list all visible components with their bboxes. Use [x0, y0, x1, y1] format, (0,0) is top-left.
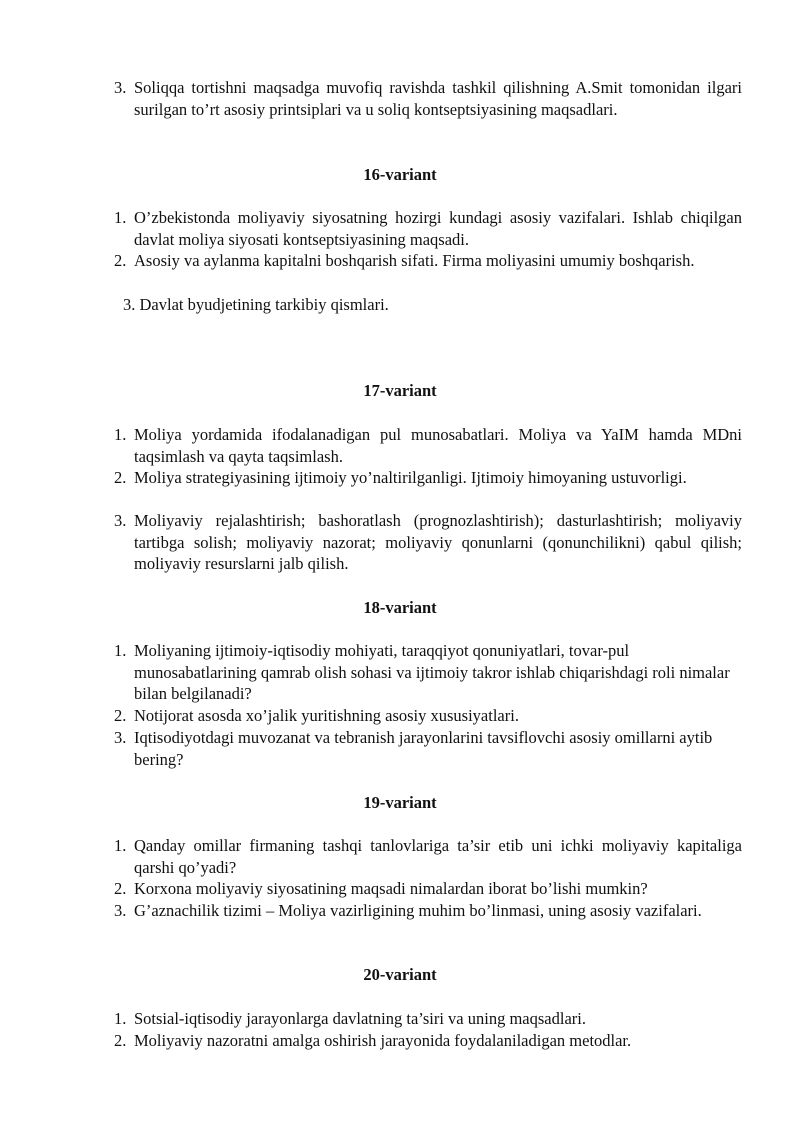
list-item — [114, 900, 742, 922]
item-text: Moliyaning ijtimoiy-iqtisodiy mohiyati, taraqqiyot qonuniyatlari, tovar-pul munosabatlarining qamrab olish sohasi va ijtimoiy takror ishlab chiqarishdagi roli nimalar bilan belgilanadi? — [134, 641, 730, 703]
item-text: Sotsial-iqtisodiy jarayonlarga davlatning ta’siri va uning maqsadlari. — [134, 1009, 586, 1028]
item-number: 1. — [114, 208, 127, 227]
item-text: Notijorat asosda xo’jalik yuritishning asosiy xususiyatlari. — [134, 706, 519, 725]
item-number: 1. — [114, 836, 127, 855]
item-text: Davlat byudjetining tarkibiy qismlari. — [139, 295, 389, 314]
item-number: 3. — [114, 728, 127, 747]
section-heading-19: 19-variant — [363, 793, 437, 812]
list-item — [114, 510, 742, 575]
list-item — [114, 878, 742, 900]
item-text: G’aznachilik tizimi – Moliya vazirligining muhim bo’linmasi, uning asosiy vazifalari. — [134, 901, 702, 920]
item-number: 1. — [114, 425, 127, 444]
list-item — [114, 1030, 742, 1052]
list-item — [114, 424, 742, 467]
item-text: Qanday omillar firmaning tashqi tanlovlariga ta’sir etib uni ichki moliyaviy kapitaliga qarshi qo’yadi? — [134, 836, 742, 877]
list-item — [123, 294, 751, 316]
list-item — [114, 250, 742, 272]
list-item — [114, 640, 742, 705]
item-number: 2. — [114, 1031, 127, 1050]
item-text: Moliya strategiyasining ijtimoiy yo’naltirilganligi. Ijtimoiy himoyaning ustuvorligi. — [134, 468, 687, 487]
item-number: 2. — [114, 251, 127, 270]
list-item — [114, 727, 742, 770]
section-heading-20: 20-variant — [363, 965, 437, 984]
item-number: 2. — [114, 468, 127, 487]
item-number: 3. — [114, 511, 127, 530]
item-number: 1. — [114, 641, 127, 660]
item-text: Moliyaviy nazoratni amalga oshirish jarayonida foydalaniladigan metodlar. — [134, 1031, 632, 1050]
item-text: Iqtisodiyotdagi muvozanat va tebranish jarayonlarini tavsiflovchi asosiy omillarni aytib bering? — [134, 728, 713, 769]
item-text: Asosiy va aylanma kapitalni boshqarish sifati. Firma moliyasini umumiy boshqarish. — [134, 251, 695, 270]
list-item — [114, 835, 742, 878]
item-number: 3. — [114, 78, 127, 97]
item-number: 2. — [114, 879, 127, 898]
item-number: 3. — [123, 295, 136, 314]
item-number: 1. — [114, 1009, 127, 1028]
section-heading-18: 18-variant — [363, 598, 437, 617]
item-text: Moliya yordamida ifodalanadigan pul munosabatlari. Moliya va YaIM hamda MDni taqsimlash va qayta taqsimlash. — [134, 425, 742, 466]
item-text: Soliqqa tortishni maqsadga muvofiq ravishda tashkil qilishning A.Smit tomonidan ilgari surilgan to’rt asosiy printsiplari va u soliq kontseptsiyasining maqsadlari. — [134, 78, 742, 119]
list-item — [114, 77, 742, 120]
item-number: 2. — [114, 706, 127, 725]
list-item — [114, 207, 742, 250]
item-text: Moliyaviy rejalashtirish; bashoratlash (prognozlashtirish); dasturlashtirish; moliyaviy tartibga solish; moliyaviy nazorat; moliyaviy qonunlarni (qonunchilikni) qabul qilish; moliyaviy resurslarni jalb qilish. — [134, 511, 742, 573]
item-text: Korxona moliyaviy siyosatining maqsadi nimalardan iborat bo’lishi mumkin? — [134, 879, 648, 898]
section-heading-17: 17-variant — [363, 381, 437, 400]
item-number: 3. — [114, 901, 127, 920]
item-text: O’zbekistonda moliyaviy siyosatning hozirgi kundagi asosiy vazifalari. Ishlab chiqilgan davlat moliya siyosati kontseptsiyasining maqsadi. — [134, 208, 742, 249]
list-item — [114, 467, 742, 489]
list-item — [114, 1008, 742, 1030]
list-item — [114, 705, 742, 727]
section-heading-16: 16-variant — [363, 165, 437, 184]
